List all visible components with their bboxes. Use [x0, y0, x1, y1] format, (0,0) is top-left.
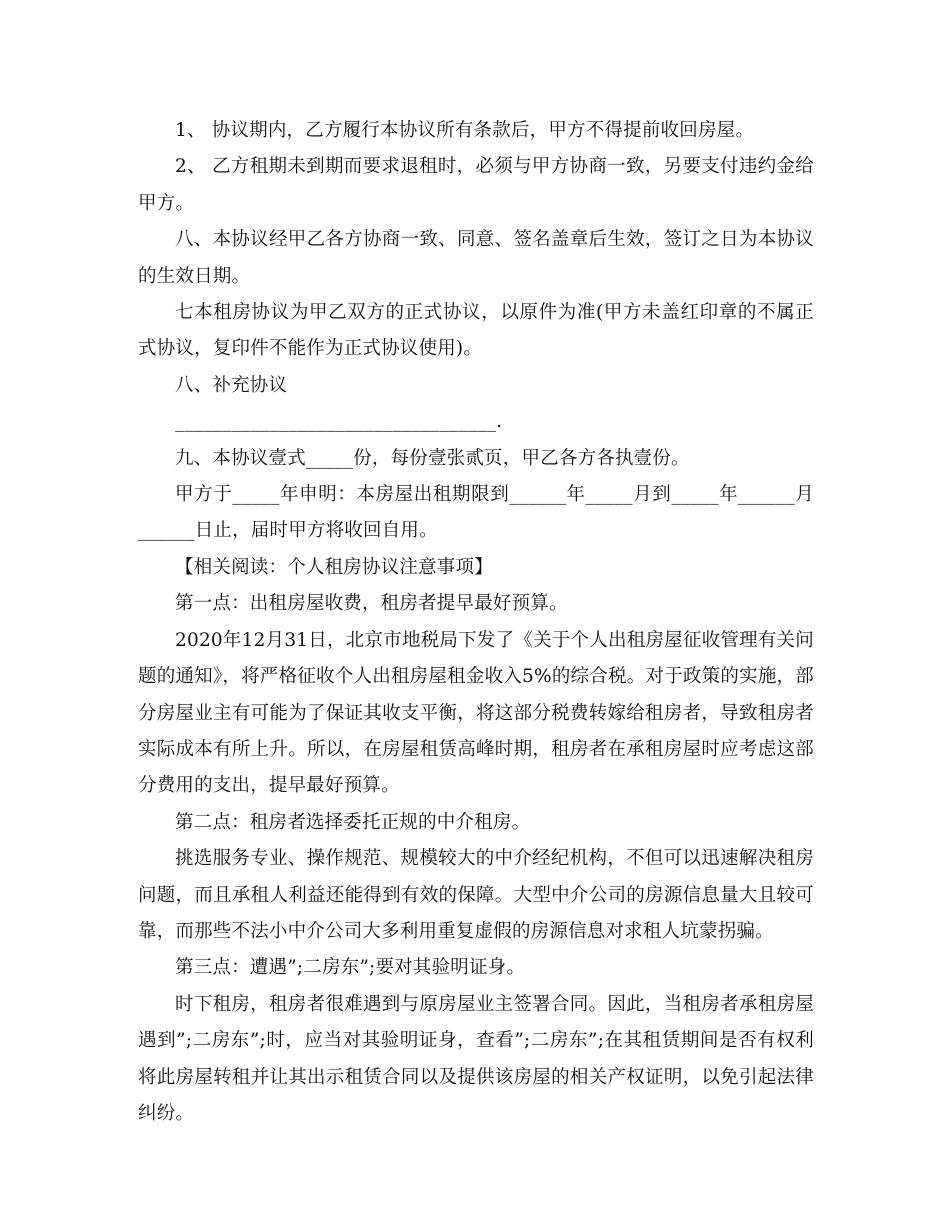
clause-original-copy: 七本租房协议为甲乙双方的正式协议，以原件为准(甲方未盖红印章的不属正式协议，复印件不能作为正式协议使用)。 [138, 302, 814, 360]
point-1-heading: 第一点：出租房屋收费，租房者提早最好预算。 [175, 593, 568, 615]
document-body [138, 113, 814, 1132]
supplement-blank-line: __________________________________. [175, 411, 503, 433]
clause-copies: 九、本协议壹式_____份，每份壹张贰页，甲乙各方各执壹份。 [175, 447, 690, 469]
clause-2: 2、 乙方租期未到期而要求退租时，必须与甲方协商一致，另要支付违约金给甲方。 [138, 156, 814, 214]
point-1-body: 2020年12月31日，北京市地税局下发了《关于个人出租房屋征收管理有关问题的通知》，将严格征收个人出租房屋租金收入5%的综合税。对于政策的实施，部分房屋业主有可能为了保证其收支平衡，将这部分税费转嫁给租房者，导致租房者实际成本有所上升。所以，在房屋租赁高峰时期，租房者在承租房屋时应考虑这部分费用的支出，提早最好预算。 [138, 629, 814, 797]
related-reading-heading: 【相关阅读：个人租房协议注意事项】 [175, 556, 493, 578]
point-3-body: 时下租房，租房者很难遇到与原房屋业主签署合同。因此，当租房者承租房屋遇到”;二房东”;时，应当对其验明证身，查看”;二房东”;在其租赁期间是否有权利将此房屋转租并让其出示租赁合同以及提供该房屋的相关产权证明，以免引起法律纠纷。 [138, 993, 814, 1124]
point-2-heading: 第二点：租房者选择委托正规的中介租房。 [175, 811, 531, 833]
point-2-body: 挑选服务专业、操作规范、规模较大的中介经纪机构，不但可以迅速解决租房问题，而且承租人利益还能得到有效的保障。大型中介公司的房源信息量大且较可靠，而那些不法小中介公司大多利用重复虚假的房源信息对求租人坑蒙拐骗。 [138, 848, 814, 942]
clause-supplement-heading: 八、补充协议 [175, 374, 288, 396]
clause-1: 1、 协议期内，乙方履行本协议所有条款后，甲方不得提前收回房屋。 [175, 120, 755, 141]
clause-lease-term-statement: 甲方于_____年申明：本房屋出租期限到______年_____月到_____年______月______日止，届时甲方将收回自用。 [138, 484, 814, 542]
clause-effective-date: 八、本协议经甲乙各方协商一致、同意、签名盖章后生效，签订之日为本协议的生效日期。 [138, 229, 814, 287]
point-3-heading: 第三点：遭遇”;二房东”;要对其验明证身。 [175, 957, 526, 979]
